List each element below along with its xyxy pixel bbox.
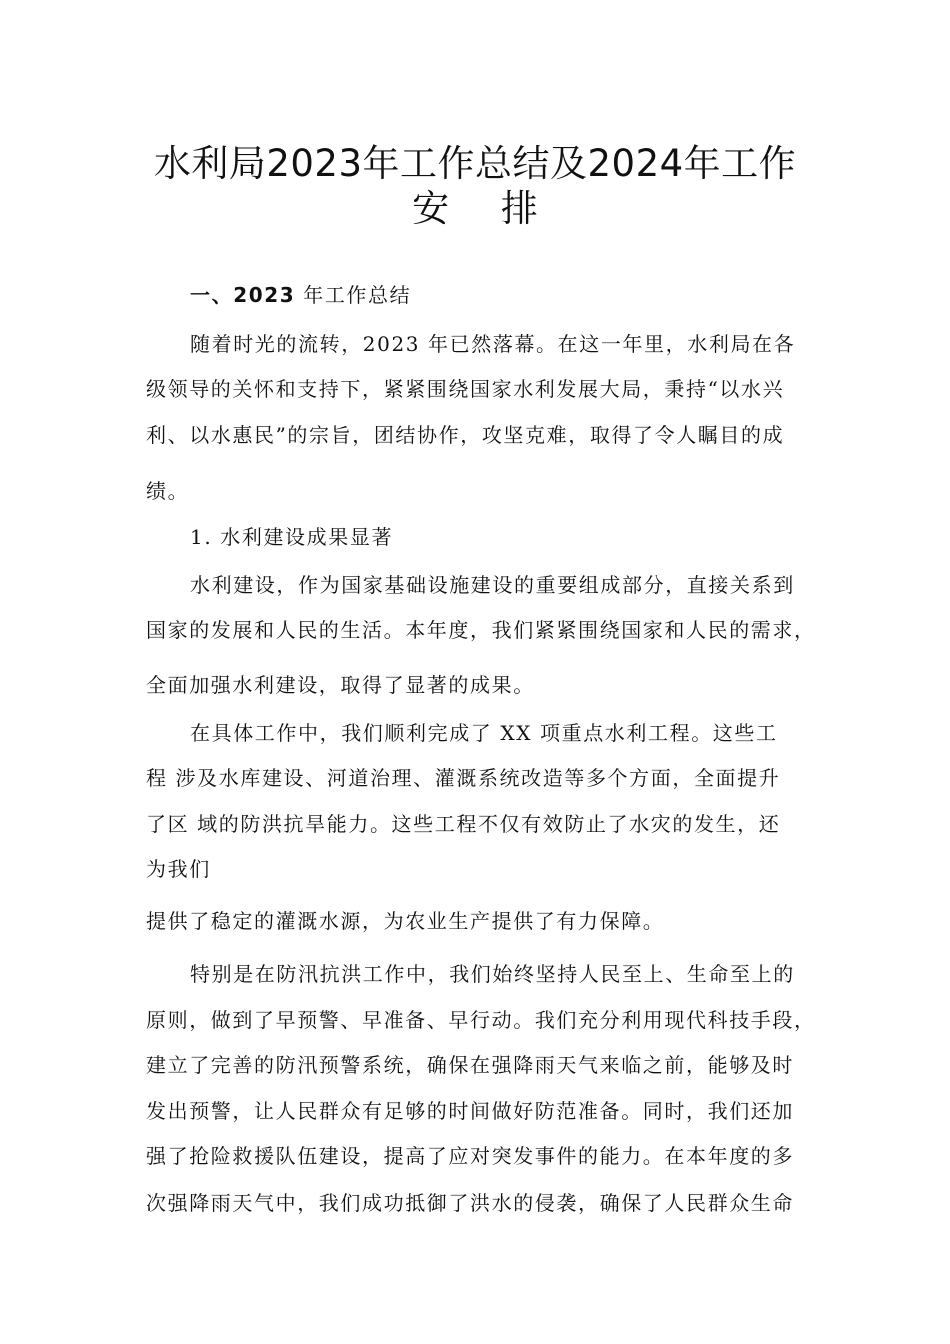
paragraph-line: 强了抢险救援队伍建设，提高了应对突发事件的能力。在本年度的多 (146, 1144, 794, 1168)
paragraph-line: 水利建设，作为国家基础设施建设的重要组成部分，直接关系到 (190, 573, 795, 597)
paragraph-line: 绩。 (146, 479, 190, 503)
paragraph-line: 次强降雨天气中，我们成功抵御了洪水的侵袭，确保了人民群众生命 (146, 1191, 794, 1215)
document-title-line-1: 水利局2023年工作总结及2024年工作 (153, 142, 797, 185)
section-heading-text: 年工作总结 (295, 283, 412, 307)
paragraph-line: 级领导的关怀和支持下，紧紧围绕国家水利发展大局，秉持“以水兴 (146, 377, 785, 401)
paragraph-line: 建立了完善的防汛预警系统，确保在强降雨天气来临之前，能够及时 (146, 1053, 794, 1077)
section-heading-number: 一、2023 (190, 283, 296, 307)
paragraph-line: 在具体工作中，我们顺利完成了 XX 项重点水利工程。这些工 (190, 721, 778, 745)
paragraph-line: 程 涉及水库建设、河道治理、灌溉系统改造等多个方面，全面提升 (146, 766, 781, 790)
paragraph-line: 提供了稳定的灌溉水源，为农业生产提供了有力保障。 (146, 909, 665, 933)
document-title-line-2: 安 排 (412, 187, 558, 230)
paragraph-line: 了区 域的防洪抗旱能力。这些工程不仅有效防止了水灾的发生，还 (146, 812, 781, 836)
subsection-heading: 1. 水利建设成果显著 (190, 525, 394, 549)
paragraph-line: 利、以水惠民”的宗旨，团结协作，攻坚克难，取得了令人瞩目的成 (146, 423, 785, 447)
paragraph-line: 发出预警，让人民群众有足够的时间做好防范准备。同时，我们还加 (146, 1099, 794, 1123)
paragraph-line: 全面加强水利建设，取得了显著的成果。 (146, 673, 535, 697)
paragraph-line: 特别是在防汛抗洪工作中，我们始终坚持人民至上、生命至上的 (190, 962, 795, 986)
paragraph-line: 原则，做到了早预警、早准备、早行动。我们充分利用现代科技手段， (146, 1008, 816, 1032)
paragraph-line: 为我们 (146, 857, 211, 881)
paragraph-line: 随着时光的流转，2023 年已然落幕。在这一年里，水利局在各 (190, 332, 796, 356)
section-heading (190, 281, 806, 309)
paragraph-line: 国家的发展和人民的生活。本年度，我们紧紧围绕国家和人民的需求， (146, 618, 816, 642)
